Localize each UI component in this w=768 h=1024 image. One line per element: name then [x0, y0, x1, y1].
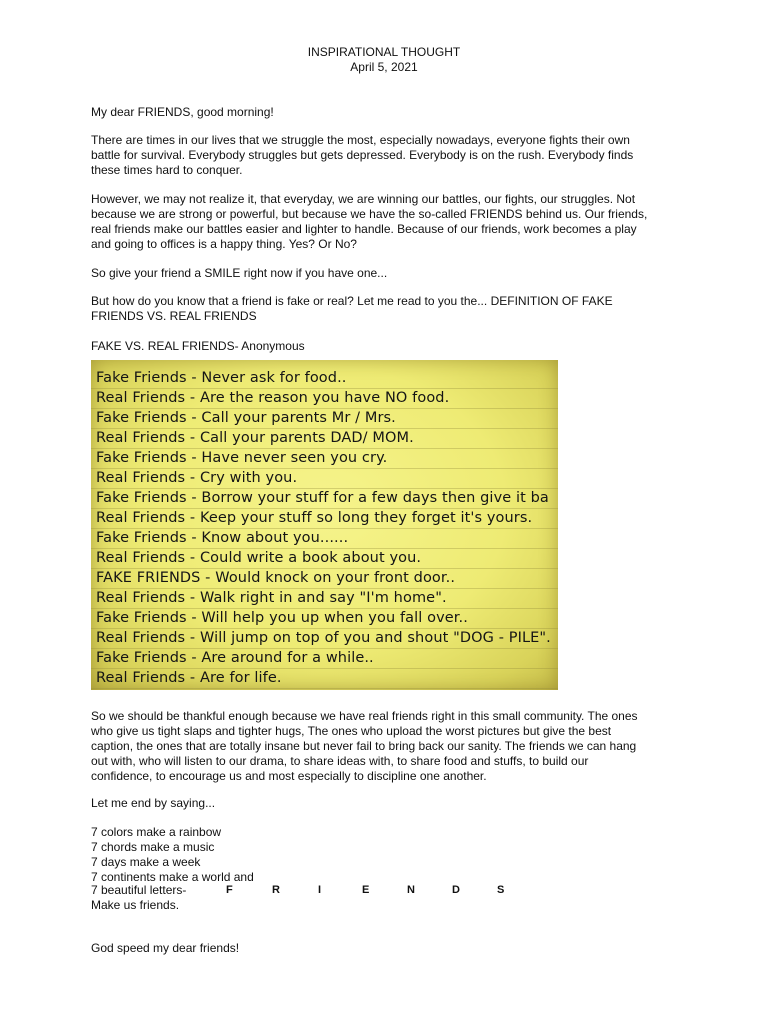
note-line: Fake Friends - Borrow your stuff for a few days then give it ba — [96, 490, 549, 506]
note-line: Real Friends - Are for life. — [96, 670, 282, 686]
closing-line: Make us friends. — [91, 898, 180, 912]
text-line: battle for survival. Everybody struggles but gets depressed. Everybody is on the rush. Everybody finds — [91, 148, 634, 162]
greeting: My dear FRIENDS, good morning! — [91, 105, 274, 119]
text-line: But how do you know that a friend is fake or real? Let me read to you the... DEFINITION OF FAKE — [91, 294, 613, 308]
text-line: 7 continents make a world and — [91, 870, 254, 884]
text-line: who give us tight slaps and tighter hugs, The ones who upload the worst pictures but give the best — [91, 724, 612, 738]
farewell: God speed my dear friends! — [91, 941, 240, 955]
note-line: Real Friends - Cry with you. — [96, 470, 298, 486]
note-line: Fake Friends - Never ask for food.. — [96, 370, 347, 386]
text-line: out with, who will listen to our drama, to share ideas with, to share food and stuffs, to build our — [91, 754, 589, 768]
text-line: caption, the ones that are totally insane but never fail to bring back our sanity. The friends we can hang — [91, 739, 637, 753]
friends-letter: E — [362, 884, 370, 896]
note-line: Fake Friends - Know about you...... — [96, 530, 349, 546]
text-line: So we should be thankful enough because we have real friends right in this small community. The ones — [91, 709, 638, 723]
fake-vs-real-friends-image — [91, 360, 558, 690]
note-line: Real Friends - Are the reason you have NO food. — [96, 390, 450, 406]
document-date: April 5, 2021 — [350, 60, 418, 74]
text-line: because we are strong or powerful, but because we have the so-called FRIENDS behind us. Our friends, — [91, 207, 648, 221]
note-line: Real Friends - Could write a book about you. — [96, 550, 422, 566]
note-line: Real Friends - Call your parents DAD/ MOM. — [96, 430, 414, 446]
text-line: these times hard to conquer. — [91, 163, 243, 177]
image-caption: FAKE VS. REAL FRIENDS- Anonymous — [91, 339, 305, 353]
friends-letter: I — [318, 884, 322, 896]
paragraph-struggle — [91, 133, 691, 178]
friends-letter: N — [407, 884, 415, 896]
friends-prefix: 7 beautiful letters- — [91, 883, 187, 897]
text-line: 7 chords make a music — [91, 840, 215, 854]
paragraph-smile: So give your friend a SMILE right now if you have one... — [91, 266, 388, 280]
sevens-list — [91, 825, 691, 885]
paragraph-question — [91, 294, 691, 324]
note-line: Fake Friends - Are around for a while.. — [96, 650, 374, 666]
note-line: FAKE FRIENDS - Would knock on your front door.. — [96, 570, 456, 586]
text-line: However, we may not realize it, that everyday, we are winning our battles, our fights, our struggles. Not — [91, 192, 636, 206]
text-line: There are times in our lives that we struggle the most, especially nowadays, everyone fights their own — [91, 133, 630, 147]
text-line: 7 colors make a rainbow — [91, 825, 222, 839]
note-line: Real Friends - Will jump on top of you and shout "DOG - PILE". — [96, 630, 551, 646]
text-line: 7 days make a week — [91, 855, 201, 869]
text-line: and going to offices is a happy thing. Yes? Or No? — [91, 237, 357, 251]
paragraph-ending: Let me end by saying... — [91, 796, 216, 810]
paragraph-winning — [91, 192, 691, 252]
text-line: FRIENDS VS. REAL FRIENDS — [91, 309, 257, 323]
note-line: Fake Friends - Call your parents Mr / Mrs. — [96, 410, 396, 426]
friends-letter: R — [272, 884, 280, 896]
friends-letter: D — [452, 884, 460, 896]
note-line: Real Friends - Keep your stuff so long they forget it's yours. — [96, 510, 533, 526]
text-line: real friends make our battles easier and lighter to handle. Because of our friends, work becomes a play — [91, 222, 637, 236]
note-line: Fake Friends - Have never seen you cry. — [96, 450, 388, 466]
text-line: confidence, to encourage us and most especially to discipline one another. — [91, 769, 487, 783]
document-title: INSPIRATIONAL THOUGHT — [307, 45, 461, 59]
note-line: Fake Friends - Will help you up when you fall over.. — [96, 610, 468, 626]
friends-letter: F — [226, 884, 233, 896]
friends-letter: S — [497, 884, 505, 896]
paragraph-thankful — [91, 709, 691, 784]
friends-letters-row — [91, 883, 505, 898]
note-line: Real Friends - Walk right in and say "I'm home". — [96, 590, 447, 606]
